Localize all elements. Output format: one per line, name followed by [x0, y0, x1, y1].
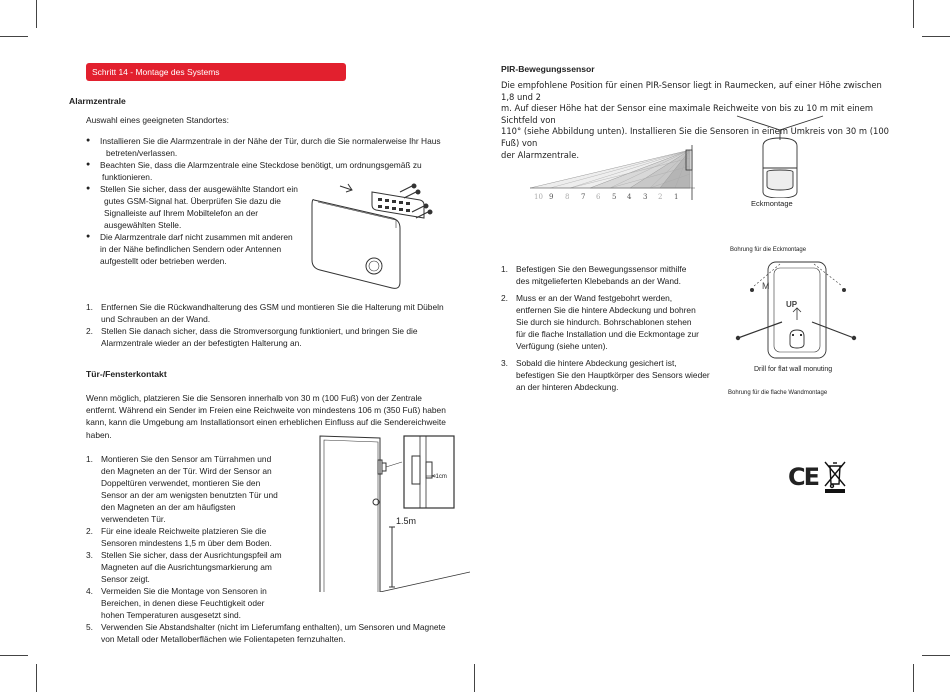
crop-mark	[913, 664, 914, 692]
back-cover-illustration	[730, 256, 865, 366]
crop-mark	[36, 0, 37, 28]
list-item: 3. Stellen Sie sicher, dass der Ausrichtungspfeil am Magneten auf die Ausrichtungsmarkierung am Sensor zeigt.	[86, 550, 282, 584]
list-item: 4. Vermeiden Sie die Montage von Sensoren in Bereichen, in denen diese Feuchtigkeit oder hohen Temperaturen ausgesetzt sind.	[86, 586, 267, 620]
list-item: ● Beachten Sie, dass die Alarmzentrale eine Steckdose benötigt, um ordnungsgemäß zu funktionieren.	[86, 159, 466, 183]
weee-bin-icon	[823, 460, 847, 494]
corner-mount-illustration	[735, 112, 825, 198]
alarm-panel-illustration	[300, 178, 445, 293]
tick-label: 9	[549, 193, 554, 201]
list-item: 1. Entfernen Sie die Rückwandhalterung des GSM und montieren Sie die Halterung mit Dübeln und Schrauben an der Wand.	[86, 302, 444, 324]
crop-mark	[0, 36, 28, 37]
cover-label-flat-de: Bohrung für die flache Wandmontage	[728, 390, 828, 396]
tick-label: 6	[596, 193, 601, 201]
pir-paragraph: Die empfohlene Position für einen PIR-Sensor liegt in Raumecken, auf einer Höhe zwischen 1,8 und 2 m. Auf dieser Höhe hat der Sensor eine maximale Reichweite von bis zu 10 m mit einem Sichtfeld von 110° (siehe Abbildung unten). Installieren Sie die Sensoren in einem Umkreis von 30 m (100 Fuß) von der Alarmzentrale.	[501, 80, 889, 160]
corner-mount-label: Eckmontage	[751, 199, 793, 208]
door-height-label: 1.5m	[396, 516, 417, 526]
tick-label: 2	[658, 193, 663, 201]
list-item: 3. Sobald die hintere Abdeckung gesichert ist, befestigen Sie den Hauptkörper des Sensors wieder an der hinteren Abdeckung.	[501, 358, 710, 392]
tick-label: 10	[534, 193, 543, 201]
cover-up-label: UP	[786, 300, 798, 309]
tick-label: 1	[674, 193, 679, 201]
list-item: 2. Für eine ideale Reichweite platzieren Sie die Sensoren mindestens 1,5 m über dem Boden.	[86, 526, 272, 548]
door-paragraph: Wenn möglich, platzieren Sie die Sensoren innerhalb von 30 m (100 Fuß) von der Zentrale entfernt. Während ein Sender im Freien eine Reichweite von mindestens 106 m (350 Fuß) haben kann, kann die Umgebung am Installationsort einen erheblichen Einfluss auf die Sendereichweite haben.	[86, 393, 446, 440]
list-item: 2. Muss er an der Wand festgebohrt werden, entfernen Sie die hintere Abdeckung und bohren Sie durch sie hindurch. Bohrschablonen stehen für die flache Installation und die Eckmontage zur Verfügung (siehe unten).	[501, 293, 699, 351]
alarm-steps	[86, 301, 466, 349]
tick-label: 5	[612, 193, 617, 201]
list-item: 1. Montieren Sie den Sensor am Türrahmen und den Magneten an der Tür. Wird der Sensor an Doppeltüren verwendet, montieren Sie den Sensor an der am wenigsten benutzten Tür und den Magneten an der am häufigsten verwendeten Tür.	[86, 454, 278, 524]
crop-mark	[922, 655, 950, 656]
crop-mark	[0, 655, 28, 656]
alarm-intro: Auswahl eines geeigneten Standortes:	[86, 115, 229, 125]
pir-steps	[501, 263, 731, 393]
door-heading: Tür-/Fensterkontakt	[86, 369, 167, 379]
pir-heading: PIR-Bewegungssensor	[501, 64, 595, 74]
door-gap-label: <1cm	[432, 474, 447, 480]
door-sensor-illustration	[290, 432, 470, 592]
crop-mark	[913, 0, 914, 28]
fold-mark	[474, 664, 475, 692]
list-item: 2. Stellen Sie danach sicher, dass die Stromversorgung funktioniert, und bringen Sie die Alarmzentrale wieder an der befestigten Halterung an.	[86, 326, 418, 348]
list-item: 5. Verwenden Sie Abstandshalter (nicht im Lieferumfang enthalten), um Sensoren und Magnete von Metall oder Metalloberflächen wie Folientapeten fernzuhalten.	[86, 622, 446, 644]
crop-mark	[36, 664, 37, 692]
tick-label: 8	[565, 193, 570, 201]
section-banner: Schritt 14 - Montage des Systems	[86, 63, 346, 81]
tick-label: 7	[581, 193, 586, 201]
cover-letter-m: M	[762, 281, 770, 291]
list-item: ● Stellen Sie sicher, dass der ausgewählte Standort ein gutes GSM-Signal hat. Überprüfen Sie dazu die Signalleiste auf Ihrem Mobiltelefon an der ausgewählten Stelle.	[86, 183, 466, 231]
tick-label: 3	[643, 193, 648, 201]
cover-label-corner: Bohrung für die Eckmontage	[730, 247, 807, 253]
alarm-heading: Alarmzentrale	[69, 96, 126, 106]
list-item: 1. Befestigen Sie den Bewegungssensor mithilfe des mitgelieferten Klebebands an der Wand.	[501, 264, 687, 286]
list-item: ● Die Alarmzentrale darf nicht zusammen mit anderen in der Nähe befindlichen Sendern oder Antennen aufgestellt oder betrieben werden.	[86, 231, 466, 267]
pir-range-diagram	[530, 140, 710, 208]
list-item: ● Installieren Sie die Alarmzentrale in der Nähe der Tür, durch die Sie normalerweise Ihr Haus betreten/verlassen.	[86, 135, 466, 159]
ce-mark: CE	[788, 463, 819, 491]
tick-label: 4	[627, 193, 632, 201]
cover-label-flat-en: Drill for flat wall monuting	[754, 366, 833, 373]
crop-mark	[922, 36, 950, 37]
